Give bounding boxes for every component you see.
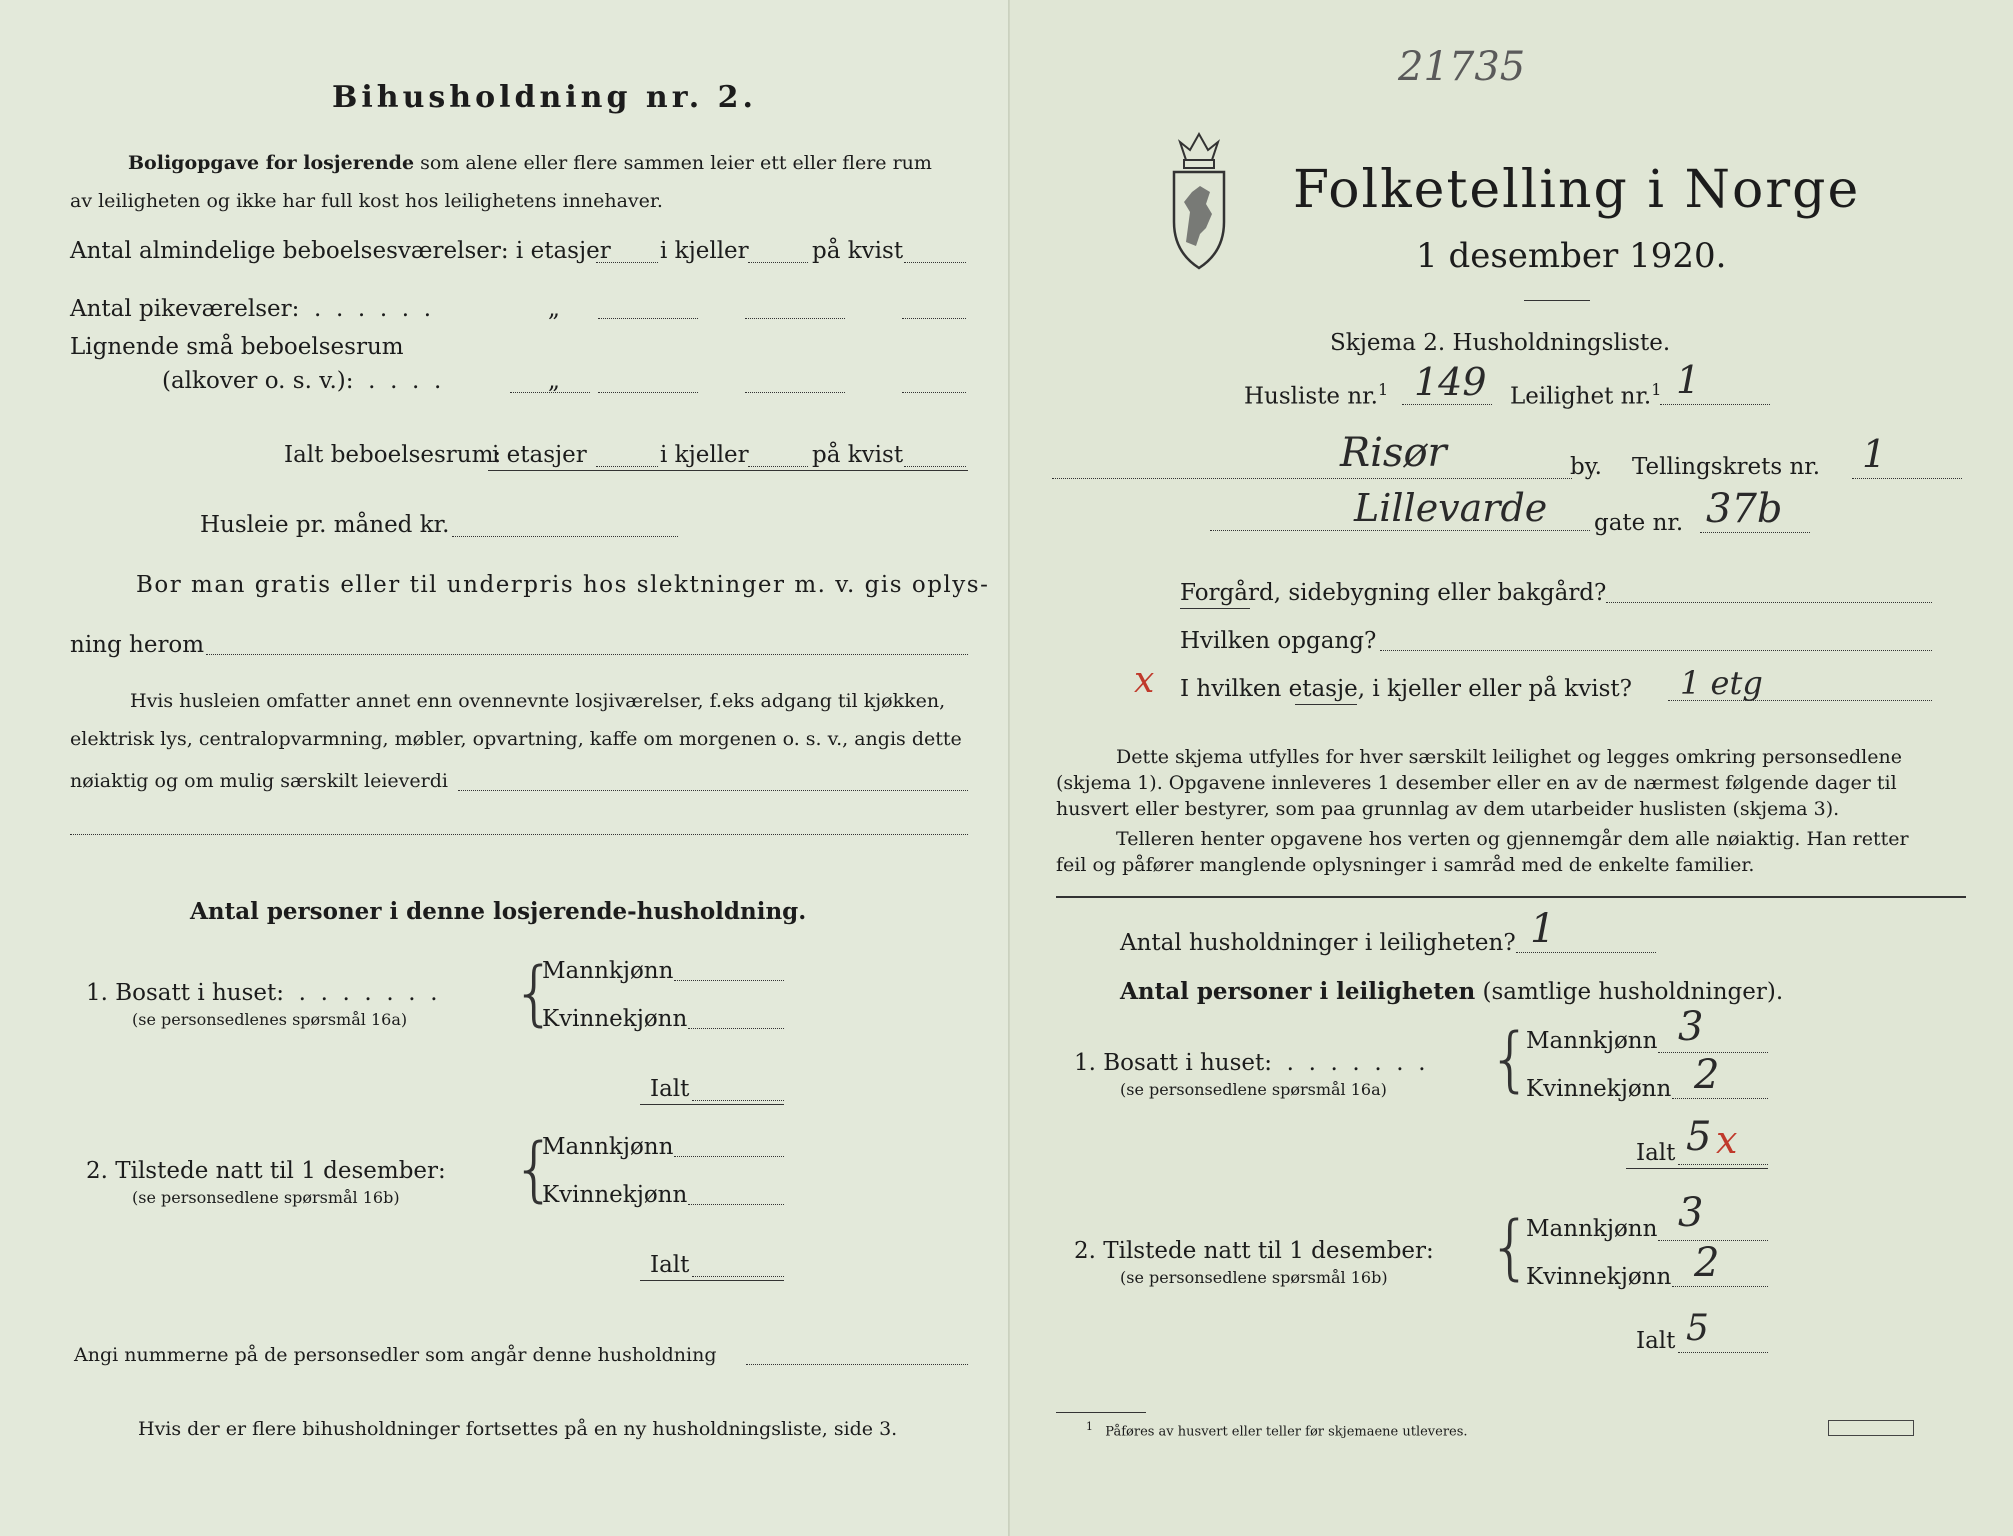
leilighet-label: [1510, 380, 1661, 410]
pike-label: Antal pikeværelser: . . . . . .: [70, 296, 432, 322]
rooms-kvist-label: på kvist: [812, 238, 904, 264]
left-q1-kvinne-label: Kvinnekjønn: [542, 1006, 688, 1032]
rooms-kjeller-label: i kjeller: [660, 238, 749, 264]
gate-nr-value: 37b: [1706, 486, 1783, 532]
left-q1-ialt-underline: [640, 1104, 784, 1105]
antal-hush-label: Antal husholdninger i leiligheten?: [1120, 930, 1516, 956]
right-q2-kvinne-field[interactable]: [1672, 1286, 1768, 1287]
angi-field[interactable]: [746, 1364, 968, 1365]
skjema-label: Skjema 2. Husholdningsliste.: [1330, 330, 1671, 356]
by-value: Risør: [1340, 430, 1447, 476]
right-q2-ialt-value: 5: [1686, 1308, 1709, 1349]
gate-label: gate nr.: [1594, 510, 1684, 536]
right-q1-kvinne-label: Kvinnekjønn: [1526, 1076, 1672, 1102]
left-title: Bihusholdning nr. 2.: [332, 80, 757, 115]
alkover-pre-field[interactable]: [510, 392, 590, 393]
left-q2-ialt-field[interactable]: [692, 1276, 784, 1277]
pike-kjeller-field[interactable]: [745, 318, 845, 319]
antal-hush-value: 1: [1530, 906, 1556, 952]
left-q1-mann-field[interactable]: [674, 980, 784, 981]
info-line-3: husvert eller bestyrer, som paa grunnlag av dem utarbeider huslisten (skjema 3).: [1056, 798, 1840, 820]
forgard-label: Forgård, sidebygning eller bakgård?: [1180, 580, 1607, 606]
leilighet-label-text: Leilighet nr.: [1510, 383, 1652, 410]
pike-ditto: „: [548, 296, 560, 322]
right-page: [1010, 0, 2013, 1536]
hvis-line-3: nøiaktig og om mulig særskilt leieverdi: [70, 770, 448, 792]
left-q2-label: 2. Tilstede natt til 1 desember:: [86, 1158, 446, 1184]
red-check-mark: x: [1134, 660, 1155, 701]
pike-etasjer-field[interactable]: [598, 318, 698, 319]
info-line-1: Dette skjema utfylles for hver særskilt leilighet og legges omkring personsedlene: [1116, 746, 1902, 768]
pike-kvist-field[interactable]: [902, 318, 966, 319]
right-q2-ialt-label: Ialt: [1636, 1328, 1676, 1354]
rooms-label: Antal almindelige beboelsesværelser: i etasjer: [70, 238, 611, 264]
alkover-kjeller-field[interactable]: [745, 392, 845, 393]
alkover-ditto: „: [548, 368, 560, 394]
left-q2-mann-field[interactable]: [674, 1156, 784, 1157]
krets-value: 1: [1862, 432, 1887, 476]
by-label: by.: [1570, 454, 1602, 480]
info-line-2: (skjema 1). Opgavene innleveres 1 desember eller en av de nærmest følgende dager til: [1056, 772, 1897, 794]
bor-line-1: Bor man gratis eller til underpris hos slektninger m. v. gis oplys-: [136, 572, 990, 598]
husleie-field[interactable]: [452, 536, 678, 537]
alkover-etasjer-field[interactable]: [598, 392, 698, 393]
right-q1-mann-value: 3: [1678, 1004, 1704, 1050]
antal-pers-heading: [1120, 978, 1783, 1005]
ialt-kjeller-field[interactable]: [748, 466, 808, 467]
bor-field[interactable]: [206, 654, 968, 655]
alkover-label-text: (alkover o. s. v.):: [162, 368, 354, 394]
left-q2-kvinne-label: Kvinnekjønn: [542, 1182, 688, 1208]
left-q1-ialt-field[interactable]: [692, 1100, 784, 1101]
rooms-kjeller-field[interactable]: [748, 262, 808, 263]
by-field[interactable]: [1052, 478, 1572, 479]
right-footnote: [1086, 1420, 1468, 1439]
ialt-kvist-label: på kvist: [812, 442, 904, 468]
left-q1-ialt-label: Ialt: [650, 1076, 690, 1102]
info-line-4: Telleren henter opgavene hos verten og gjennemgår dem alle nøiaktig. Han retter: [1116, 828, 1909, 850]
left-q1-mann-label: Mannkjønn: [542, 958, 674, 984]
pike-label-text: Antal pikeværelser:: [70, 296, 300, 322]
right-q2-label: 2. Tilstede natt til 1 desember:: [1074, 1238, 1434, 1264]
intro-line-1: [128, 152, 932, 174]
right-q1-kvinne-value: 2: [1694, 1052, 1720, 1098]
opgang-label: Hvilken opgang?: [1180, 628, 1377, 654]
leilighet-field[interactable]: [1660, 404, 1770, 405]
left-q1-label-text: 1. Bosatt i huset:: [86, 980, 285, 1006]
krets-field[interactable]: [1852, 478, 1962, 479]
census-date: 1 desember 1920.: [1416, 236, 1727, 276]
opgang-field[interactable]: [1380, 650, 1932, 651]
forgard-field[interactable]: [1606, 602, 1932, 603]
hvis-line-1: Hvis husleien omfatter annet enn ovennevnte losjiværelser, f.eks adgang til kjøkken,: [130, 690, 946, 712]
leilighet-value: 1: [1676, 358, 1701, 402]
husliste-footnote-mark: 1: [1377, 380, 1389, 399]
hvis-line-2: elektrisk lys, centralopvarmning, møbler, opvartning, kaffe om morgenen o. s. v., angis dette: [70, 728, 962, 750]
losjerende-heading: Antal personer i denne losjerende-husholdning.: [190, 898, 807, 925]
forgard-underline: [1180, 608, 1250, 609]
right-q1-kvinne-field[interactable]: [1672, 1098, 1768, 1099]
intro-line-2: av leiligheten og ikke har full kost hos leilighetens innehaver.: [70, 190, 663, 212]
alkover-label: (alkover o. s. v.): . . . .: [162, 368, 442, 394]
right-q2-ialt-field[interactable]: [1678, 1352, 1768, 1353]
left-q1-kvinne-field[interactable]: [688, 1028, 784, 1029]
intro-rest-1: som alene eller flere sammen leier ett eller flere rum: [420, 152, 932, 174]
right-q1-ialt-value: 5: [1686, 1114, 1712, 1160]
left-q2-ialt-label: Ialt: [650, 1252, 690, 1278]
angi-label: Angi nummerne på de personsedler som angår denne husholdning: [74, 1344, 717, 1366]
info-divider: [1056, 896, 1966, 898]
ialt-etasjer-field[interactable]: [596, 466, 658, 467]
husliste-field[interactable]: [1402, 404, 1492, 405]
left-q1-label: 1. Bosatt i huset: . . . . . . .: [86, 980, 438, 1006]
footnote-rule: [1056, 1412, 1146, 1413]
left-q2-mann-label: Mannkjønn: [542, 1134, 674, 1160]
ialt-rooms-label: Ialt beboelsesrum:: [284, 442, 502, 468]
rooms-etasjer-field[interactable]: [596, 262, 658, 263]
gate-nr-field[interactable]: [1700, 532, 1810, 533]
right-q1-ialt-field[interactable]: [1678, 1164, 1768, 1165]
ialt-kjeller-label: i kjeller: [660, 442, 749, 468]
alkover-kvist-field[interactable]: [902, 392, 966, 393]
coat-of-arms-icon: [1166, 122, 1232, 272]
ialt-etasjer-label: i etasjer: [492, 442, 587, 468]
right-q1-label-text: 1. Bosatt i huset:: [1074, 1050, 1273, 1076]
footnote-marker: 1: [1086, 1420, 1093, 1433]
leieverdi-field-2[interactable]: [70, 834, 968, 835]
right-q1-ialt-correction: x: [1716, 1118, 1738, 1162]
antal-pers-bold: Antal personer i leiligheten: [1120, 978, 1476, 1005]
husliste-label-text: Husliste nr.: [1244, 383, 1378, 410]
bor-line-2: ning herom: [70, 632, 205, 658]
right-q1-ialt-label: Ialt: [1636, 1140, 1676, 1166]
antal-pers-rest: (samtlige husholdninger).: [1482, 979, 1784, 1005]
left-q2-brace: {: [512, 1128, 557, 1210]
right-q2-kvinne-label: Kvinnekjønn: [1526, 1264, 1672, 1290]
right-q2-mann-value: 3: [1678, 1190, 1704, 1236]
right-q1-ialt-underline: [1626, 1168, 1768, 1169]
ialt-underline: [488, 470, 968, 471]
archive-number: 21735: [1398, 44, 1526, 90]
left-q2-ialt-underline: [640, 1280, 784, 1281]
etasje-label: I hvilken etasje, i kjeller eller på kvist?: [1180, 676, 1632, 702]
ialt-kvist-field[interactable]: [904, 466, 966, 467]
right-q1-note: (se personsedlene spørsmål 16a): [1120, 1080, 1387, 1099]
left-q2-kvinne-field[interactable]: [688, 1204, 784, 1205]
right-q1-mann-label: Mannkjønn: [1526, 1028, 1658, 1054]
right-q2-brace: {: [1488, 1206, 1533, 1288]
husliste-value: 149: [1414, 360, 1487, 404]
husliste-label: [1244, 380, 1388, 410]
left-q2-note: (se personsedlene spørsmål 16b): [132, 1188, 400, 1207]
right-q2-mann-label: Mannkjønn: [1526, 1216, 1658, 1242]
right-q1-label: 1. Bosatt i huset: . . . . . . .: [1074, 1050, 1426, 1076]
lignende-label: Lignende små beboelsesrum: [70, 334, 404, 360]
husleie-label: Husleie pr. måned kr.: [200, 512, 450, 538]
intro-bold: Boligopgave for losjerende: [128, 152, 415, 174]
right-q2-kvinne-value: 2: [1694, 1240, 1720, 1286]
right-q1-brace: {: [1488, 1018, 1533, 1100]
antal-hush-field[interactable]: [1516, 952, 1656, 953]
footnote-text: Påføres av husvert eller teller før skjemaene utleveres.: [1105, 1424, 1468, 1440]
left-footer: Hvis der er flere bihusholdninger fortsettes på en ny husholdningsliste, side 3.: [138, 1418, 898, 1440]
info-line-5: feil og påfører manglende oplysninger i samråd med de enkelte familier.: [1056, 854, 1755, 876]
gate-field[interactable]: [1210, 530, 1590, 531]
gate-value: Lillevarde: [1354, 486, 1548, 530]
title-rule: [1524, 300, 1590, 301]
rooms-kvist-field[interactable]: [904, 262, 966, 263]
right-q2-note: (se personsedlene spørsmål 16b): [1120, 1268, 1388, 1287]
etasje-value: 1 etg: [1680, 664, 1763, 702]
etasje-underline: [1295, 704, 1357, 705]
left-q1-note: (se personsedlenes spørsmål 16a): [132, 1010, 408, 1029]
leieverdi-field[interactable]: [458, 790, 968, 791]
krets-label: Tellingskrets nr.: [1632, 454, 1821, 480]
left-q1-brace: {: [512, 952, 557, 1034]
leilighet-footnote-mark: 1: [1651, 380, 1662, 399]
census-title: Folketelling i Norge: [1293, 160, 1861, 220]
printer-stamp: [1828, 1420, 1914, 1436]
